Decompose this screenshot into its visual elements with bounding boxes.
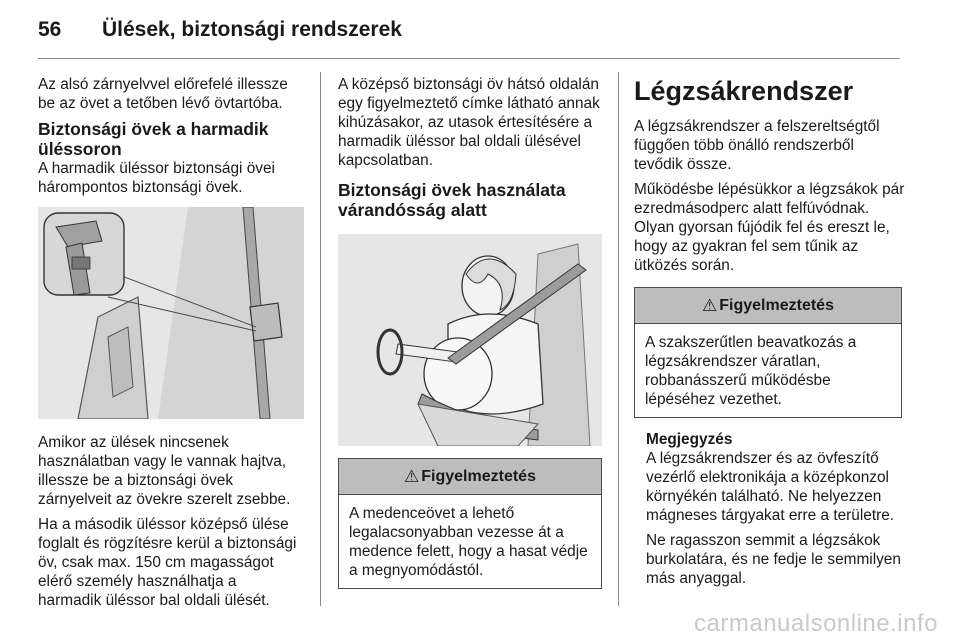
warning-header — [635, 288, 901, 324]
pregnancy-seatbelt-illustration — [338, 234, 602, 446]
col1-heading: Biztonsági övek a harmadik üléssoron — [38, 119, 269, 159]
column-3 — [634, 75, 905, 594]
watermark: carmanualsonline.info — [694, 610, 938, 637]
warning-title: Figyelmeztetés — [421, 467, 536, 485]
third-row-seatbelt-drawing — [38, 207, 304, 419]
col1-intro-text: Az alsó zárnyelvvel előrefelé illessze be az övet a tetőben lévő övtartóba. — [38, 76, 288, 112]
warning-title: Figyelmeztetés — [719, 296, 834, 314]
airbag-heading: Légzsákrendszer — [634, 76, 854, 106]
warning-body — [635, 324, 901, 417]
col1-text-1: A harmadik üléssor biztonsági övei hárompontos biztonsági övek. — [38, 160, 275, 196]
warning-body — [339, 495, 601, 588]
airbag-warning-box — [634, 287, 902, 418]
warning-icon: ⚠ — [404, 466, 420, 486]
column-2 — [338, 75, 602, 589]
pregnancy-seatbelt-drawing — [338, 234, 602, 446]
page-header — [38, 18, 402, 48]
col1-text-2: Amikor az ülések nincsenek használatban vagy le vannak hajtva, illessze be a biztonsági övek zárnyelveit az övekre szerelt zsebbe. — [38, 434, 291, 508]
warning-header — [339, 459, 601, 495]
note-text: A légzsákrendszer és az övfeszítő vezérlő elektronikája a középkonzol környékén található. Ne helyezzen mágneses tárgyakat erre a területre. — [646, 450, 895, 524]
warning-icon: ⚠ — [702, 295, 718, 315]
col1-text-3: Ha a második üléssor középső ülése foglalt és rögzítésre kerül a biztonsági öv, csak max. 150 cm magasságot elérő személy használhatja a harmadik üléssor bal oldali ülését. — [38, 516, 297, 609]
col2-heading: Biztonsági övek használata várandósság alatt — [338, 180, 566, 220]
section-title: Ülések, biztonsági rendszerek — [102, 18, 402, 41]
pregnancy-warning-box — [338, 458, 602, 589]
col3-text-2: Működésbe lépésükkor a légzsákok pár ezredmásodperc alatt felfúvódnak. Olyan gyorsan fújódik fel és ereszt le, hogy az gyakran fel sem tűnik az ütközés során. — [634, 181, 905, 274]
column-divider-2 — [618, 72, 619, 606]
warning-text: A medenceövet a lehető legalacsonyabban vezesse át a medence felett, hogy a hasat védje a megnyomódástól. — [349, 505, 588, 579]
col2-text-1: A középső biztonsági öv hátsó oldalán egy figyelmeztető címke látható annak kihúzásakor, az utasok értesítésére a harmadik üléssor bal oldali ülésével kapcsolatban. — [338, 76, 600, 169]
column-1 — [38, 75, 304, 616]
col3-text-1: A légzsákrendszer a felszereltségtől függően több önálló rendszerből tevődik össze. — [634, 118, 880, 173]
header-divider — [38, 58, 900, 59]
third-row-seatbelt-illustration — [38, 207, 304, 419]
note-block — [634, 430, 902, 588]
column-divider-1 — [320, 72, 321, 606]
col3-text-3: Ne ragasszon semmit a légzsákok burkolatára, és ne fedje le semmilyen más anyaggal. — [646, 532, 901, 587]
note-label: Megjegyzés — [646, 431, 733, 448]
warning-text: A szakszerűtlen beavatkozás a légzsákrendszer váratlan, robbanásszerű működésbe lépéséhez vezethet. — [645, 334, 857, 408]
page-number: 56 — [38, 18, 62, 41]
